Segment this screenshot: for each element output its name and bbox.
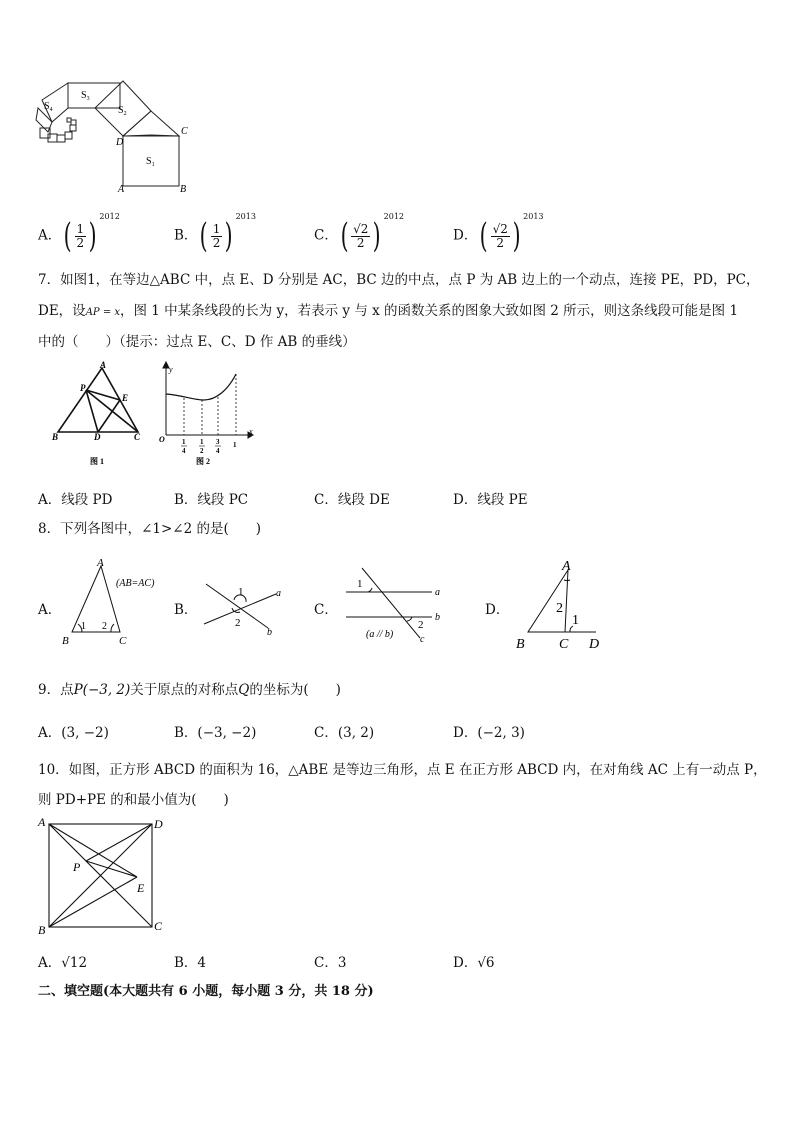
q7-f2-o: O (159, 435, 165, 444)
q9-option-d[interactable]: D．(−2, 3) (453, 725, 525, 741)
q7-option-d[interactable]: D．线段 PE (453, 492, 528, 508)
q10-label-b: B (38, 923, 46, 937)
q7-figure-1 (40, 360, 150, 470)
q8d-label-1: 1 (572, 613, 579, 628)
q10-label-e: E (137, 881, 145, 895)
q6-s4-label: $S_4$ (44, 101, 53, 113)
q8-option-c[interactable]: C． (314, 602, 338, 618)
q7-option-b[interactable]: B．线段 PC (174, 492, 249, 508)
q8d-label-c: C (559, 637, 569, 652)
q9-option-b[interactable]: B．(−3, −2) (174, 725, 257, 741)
q6-option-a[interactable]: A．( $\frac{1}{2}$ ) $^{2012}$ (38, 212, 120, 256)
q7-f2-caption: 图 2 (196, 457, 210, 466)
q8d-label-a: A (562, 559, 571, 574)
q8b-label-2: 2 (235, 617, 241, 629)
q9-option-c[interactable]: C．(3, 2) (314, 725, 375, 741)
q6-option-d[interactable]: D．( $\frac{√2}{2}$ ) $^{2013}$ (453, 212, 544, 256)
q8c-label-1: 1 (357, 578, 363, 590)
q8c-label-c: c (420, 634, 425, 645)
q7-f2-t1n: 1 (182, 438, 186, 446)
q8b-label-a: a (276, 588, 281, 599)
q8a-note: (AB=AC) (116, 578, 155, 589)
q10-figure (34, 814, 174, 938)
q7-f1-b: B (52, 432, 59, 442)
q8a-label-c: C (119, 635, 127, 647)
q10-option-b[interactable]: B．4 (174, 955, 207, 971)
q8d-label-b: B (516, 637, 525, 652)
q7-f1-c: C (134, 432, 141, 442)
q8-figure-b (196, 572, 296, 642)
q8-option-a[interactable]: A． (38, 602, 62, 618)
q6-figure (30, 78, 195, 198)
q7-f2-t2d: 2 (200, 447, 204, 455)
q8-stem: 8．下列各图中，∠1>∠2 的是( ) (38, 521, 262, 537)
q7-f1-p: P (80, 383, 86, 393)
q10-option-d[interactable]: D．√6 (453, 955, 495, 971)
q7-f2-t3n: 3 (216, 438, 220, 446)
q7-f2-t3d: 4 (216, 447, 220, 455)
q6-label-b: B (180, 184, 187, 195)
q9-q: Q (238, 682, 250, 698)
q8c-label-a: a (435, 587, 440, 598)
q8-option-b[interactable]: B． (174, 602, 198, 618)
q6-label-c: C (181, 126, 188, 137)
q7-stem-line3: 中的（ ）（提示：过点 E、C、D 作 AB 的垂线） (38, 334, 356, 350)
q10-stem-line1: 10．如图，正方形 ABCD 的面积为 16，△ABE 是等边三角形，点 E 在正方形 ABCD 内，在对角线 AC 上有一动点 P， (38, 762, 767, 778)
q7-ap-formula: AP = x (85, 307, 121, 318)
q9-option-a[interactable]: A．(3, −2) (38, 725, 109, 741)
q7-option-c[interactable]: C．线段 DE (314, 492, 390, 508)
q7-f1-d: D (94, 432, 101, 442)
q6-label-d: D (116, 137, 124, 148)
q7-f1-e: E (122, 393, 129, 403)
q7-figure-2 (156, 360, 256, 470)
q8b-label-b: b (267, 627, 272, 638)
q7-option-a[interactable]: A．线段 PD (38, 492, 113, 508)
q8-figure-c (340, 562, 450, 647)
q7-f2-t1d: 4 (182, 447, 186, 455)
q8c-label-2: 2 (418, 619, 424, 631)
q10-label-a: A (38, 815, 46, 829)
q7-stem-line2: DE，设AP = x，图 1 中某条线段的长为 y，若表示 y 与 x 的函数关系的图象大致如图 2 所示，则这条线段可能是图 1 (38, 303, 739, 319)
q7-stem-line1: 7．如图1，在等边△ABC 中，点 E、D 分别是 AC，BC 边的中点，点 P 为 AB 边上的一个动点，连接 PE，PD，PC， (38, 272, 760, 288)
q10-option-c[interactable]: C．3 (314, 955, 347, 971)
q8c-label-b: b (435, 612, 440, 623)
q6-option-c[interactable]: C．( $\frac{√2}{2}$ ) $^{2012}$ (314, 212, 405, 256)
q7-f2-t2n: 1 (200, 438, 204, 446)
q7-f2-y: y (169, 365, 173, 374)
q8a-label-1: 1 (81, 621, 86, 632)
q8a-label-2: 2 (102, 621, 107, 632)
q6-option-b[interactable]: B．( $\frac{1}{2}$ ) $^{2013}$ (174, 212, 256, 256)
q10-label-d: D (154, 817, 163, 831)
q9-point: P(−3, 2) (73, 682, 131, 698)
q8d-label-2: 2 (556, 601, 563, 616)
q8-figure-d (512, 554, 612, 654)
q10-label-p: P (73, 860, 81, 874)
q8-figure-a (58, 556, 168, 651)
q8d-label-d: D (589, 637, 600, 652)
q10-label-c: C (154, 919, 163, 933)
section-2-heading: 二、填空题(本大题共有 6 小题，每小题 3 分，共 18 分) (38, 984, 374, 999)
q6-s2-label: $S_2$ (118, 105, 127, 117)
q8-option-d[interactable]: D． (485, 602, 510, 618)
q6-label-a: A (118, 184, 125, 195)
q9-stem: 9．点P(−3, 2)关于原点的对称点Q的坐标为( ) (38, 682, 341, 698)
q6-s1-label: $S_1$ (146, 156, 155, 168)
q7-f2-t4: 1 (233, 441, 237, 449)
q8a-label-b: B (62, 635, 69, 647)
q10-stem-line2: 则 PD+PE 的和最小值为( ) (38, 792, 229, 808)
q8a-label-a: A (97, 557, 104, 569)
q8b-label-1: 1 (238, 586, 244, 598)
q7-f1-caption: 图 1 (90, 457, 104, 466)
q6-s3-label: $S_3$ (81, 90, 90, 102)
q7-f2-x: x (249, 427, 253, 436)
q8c-note: (a // b) (366, 629, 394, 640)
q10-option-a[interactable]: A．√12 (38, 955, 88, 971)
q7-f1-a: A (100, 360, 107, 370)
